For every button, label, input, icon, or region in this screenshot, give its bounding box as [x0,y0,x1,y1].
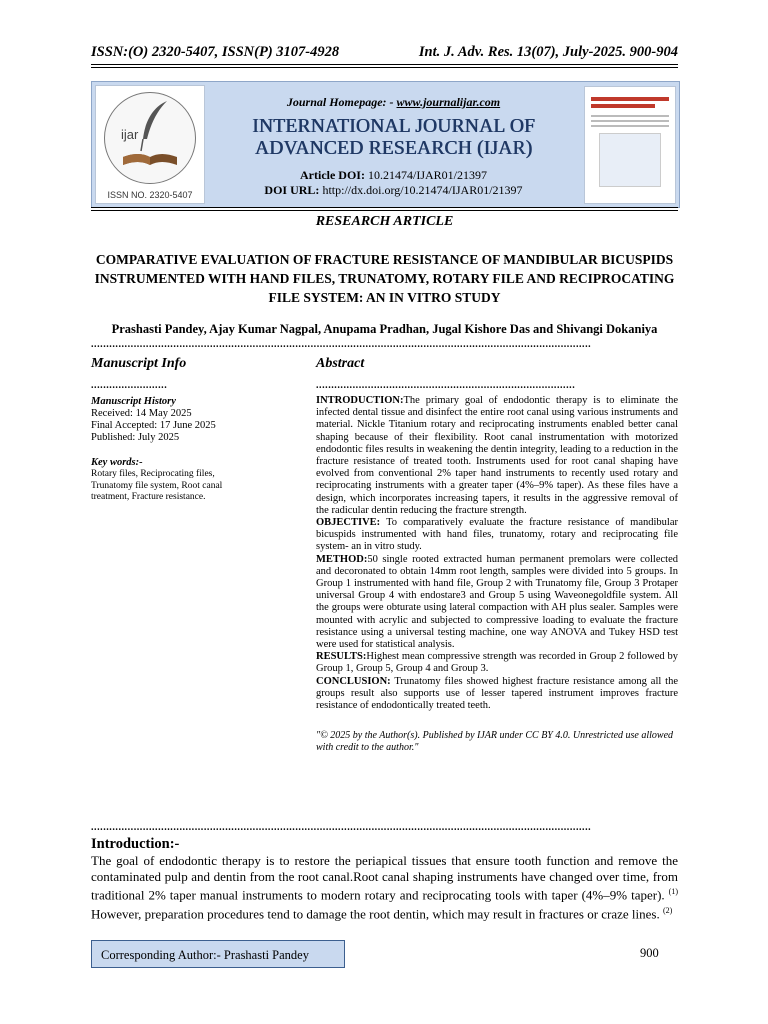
dotted-separator: ......................... [91,381,168,391]
author-list: Prashasti Pandey, Ajay Kumar Nagpal, Anupama Pradhan, Jugal Kishore Das and Shivangi Dokaniya [111,322,658,336]
conclusion-text: Trunatomy files showed highest fracture resistance among all the groups result also supports use of lesser tapered instrument improves fracture resistance of endodontically treated teeth. [316,675,678,712]
intro-text-1: The goal of endodontic therapy is to restore the periapical tissues that ensure tooth function and remove the contaminated pulp and dentin from the root canal.Root canal shaping instruments have changed over time, from traditional 2% taper manual instruments to modern rotary and reciprocating tools with taper (4%–9% taper). [91,853,678,903]
method-label: METHOD: [316,553,368,565]
journal-banner [91,81,680,208]
introduction-heading: Introduction:- [91,836,180,852]
dotted-separator: .................................................................................................................................................................... [91,340,592,350]
history-label: Manuscript History [91,396,176,407]
abstract-introduction [316,395,678,517]
article-type: RESEARCH ARTICLE [315,214,454,229]
homepage-label: Journal Homepage: - [286,95,394,109]
published-date: Published: July 2025 [91,432,180,443]
page-number: 900 [640,946,659,960]
received-date: Received: 14 May 2025 [91,408,192,419]
accepted-date: Final Accepted: 17 June 2025 [91,420,216,431]
dotted-separator: .................................................................................................................................................................... [91,823,592,833]
abstract-method [316,554,678,652]
introduction-paragraph [91,853,678,922]
journal-citation: Int. J. Adv. Res. 13(07), July-2025. 900-904 [418,44,678,60]
logo-emblem [104,92,196,184]
keywords [91,457,291,504]
ijar-logo [95,85,205,204]
abstract-conclusion [316,676,678,713]
issn-text: ISSN:(O) 2320-5407, ISSN(P) 3107-4928 [91,44,340,60]
article-title: COMPARATIVE EVALUATION OF FRACTURE RESISTANCE OF MANDIBULAR BICUSPIDS INSTRUMENTED WITH HAND FILES, TRUNATOMY, ROTARY FILE AND RECIPROCATING FILE SYSTEM: AN IN VITRO STUDY [94,252,675,305]
method-text: 50 single rooted extracted human permanent premolars were collected and decoronated to obtain 14mm root length, samples were divided into 5 groups. In Group 1 instrumented with hand file, Group 2 with Trunatomy file, Group 3 Protaper universal Group 4 with endostare3 and Group 5 using Waveonegoldfile system. All the groups were obturate using lateral compaction with AH plus sealer. Samples were mounted with acrylic and subjected to compressive loading to evaluate the fracture resistance using a universal testing machine, one way ANOVA and Tukey HSD test were used for statistical analysis. [316,553,678,651]
keywords-label: Key words:- [91,457,143,468]
journal-title-line2: ADVANCED RESEARCH (IJAR) [254,138,533,159]
abstract-results [316,651,678,675]
citation-ref-1: (1) [668,887,678,896]
running-header [91,44,678,61]
article-doi-label: Article DOI: [300,168,365,182]
abstract-body [316,395,678,712]
article-doi-value: 10.21474/IJAR01/21397 [367,168,487,182]
objective-label: OBJECTIVE: [316,517,381,529]
intro-text-2: However, preparation procedures tend to damage the root dentin, which may result in fractures or craze lines. [91,906,663,922]
doi-url-label: DOI URL: [264,183,320,197]
keywords-text: Rotary files, Reciprocating files, Trunatomy file system, Root canal treatment, Fracture resistance. [91,469,223,502]
results-label: RESULTS: [316,651,367,663]
article-doi [204,168,583,183]
doi-url [204,183,583,198]
conclusion-label: CONCLUSION: [316,675,391,687]
abstract-heading: Abstract [316,356,365,371]
journal-homepage [204,95,583,110]
dotted-separator: ..................................................................................... [316,381,576,391]
logo-issn: ISSN NO. 2320-5407 [107,190,193,200]
logo-wordmark: ijar [121,127,139,142]
license-notice: "© 2025 by the Author(s). Published by IJAR under CC BY 4.0. Unrestricted use allowed with credit to the author." [316,730,674,754]
abstract-objective [316,517,678,554]
introduction-text: The primary goal of endodontic therapy is to eliminate the infected dental tissue and disinfect the entire root canal using various instruments and material. Nickle Titanium rotary and reciprocating instruments enabled better canal shaping because of their flexibility. Root canal instrumentation with motorized endodontic files results in weakening the dentin integrity, leading to a reduction in the fracture resistance of treated tooth. Instruments used for root canal shaping have evolved from conventional 2% taper hand instruments to recently used rotary and reciprocating instruments with a greater taper (4%–9% taper). As these files have a design, which incorporates increasing tapers, it results in the aggressive removal of the radicular dentin reducing the fracture strength. [316,395,678,516]
abstract [316,356,678,754]
manuscript-history [91,396,291,444]
doi-url-link[interactable]: http://dx.doi.org/10.21474/IJAR01/21397 [322,183,523,197]
introduction-label: INTRODUCTION: [316,395,404,406]
corresponding-author-box: Corresponding Author:- Prashasti Pandey [91,940,345,968]
banner-rule [91,207,678,211]
quill-book-icon [105,93,195,183]
journal-cover-thumbnail [584,86,676,204]
results-text: Highest mean compressive strength was recorded in Group 2 followed by Group 1, Group 5, Group 4 and Group 3. [316,651,678,675]
introduction-section [91,836,678,922]
banner-center [204,82,583,198]
doi-block [204,168,583,198]
header-rule [91,64,678,68]
objective-text: To comparatively evaluate the fracture resistance of mandibular bicuspids instrumented with hand files, trunatomy, rotary and reciprocating file system- an in vitro study. [316,517,678,553]
citation-ref-2: (2) [662,905,673,915]
homepage-link[interactable]: www.journalijar.com [396,95,501,109]
manuscript-info [91,356,291,504]
manuscript-info-heading: Manuscript Info [91,356,187,371]
journal-title-line1: INTERNATIONAL JOURNAL OF [252,116,535,137]
journal-title [204,116,583,160]
